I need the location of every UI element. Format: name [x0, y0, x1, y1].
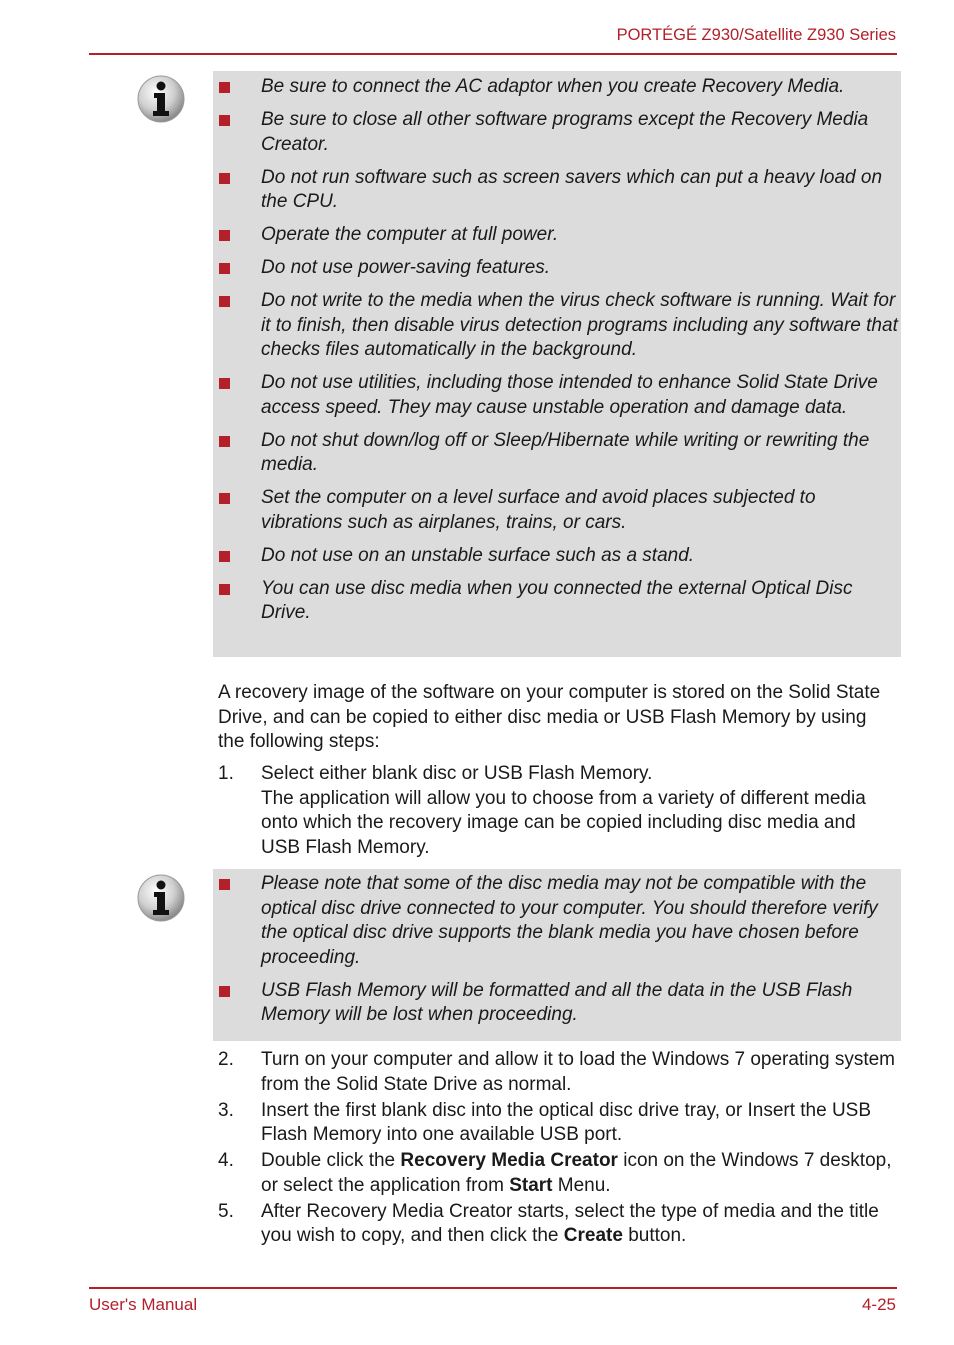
bold-term: Start [509, 1174, 553, 1196]
steps-list-2 [218, 1048, 898, 1250]
bullet [219, 986, 230, 997]
bullet [219, 230, 230, 241]
list-item: Please note that some of the disc media may not be compatible with the optical disc drive connected to your computer. You should therefore verify the optical disc drive supports the blank media you have chosen before proceeding. [213, 872, 901, 970]
list-item: Be sure to close all other software programs except the Recovery Media Creator. [213, 108, 901, 157]
step-1: 1. Select either blank disc or USB Flash Memory. The application will allow you to choose from a variety of different media onto which the recovery image can be copied including disc media and USB Flash Memory. [218, 763, 866, 858]
bold-term: Create [563, 1225, 623, 1246]
bold-term: Recovery Media Creator [400, 1150, 618, 1171]
bullet [219, 263, 230, 274]
list-item: Be sure to connect the AC adaptor when you create Recovery Media. [213, 75, 901, 100]
list-item: Operate the computer at full power. [213, 223, 901, 248]
bullet [219, 82, 230, 93]
footer-manual-title: User's Manual [89, 1295, 198, 1314]
bullet [219, 296, 230, 307]
intro-paragraph: A recovery image of the software on your computer is stored on the Solid State Drive, and can be copied to either disc media or USB Flash Memory by using the following steps: [218, 682, 881, 752]
list-item: Set the computer on a level surface and avoid places subjected to vibrations such as airplanes, trains, or cars. [213, 486, 901, 535]
header-rule [89, 53, 897, 55]
bullet [219, 879, 230, 890]
footer-rule [89, 1287, 897, 1289]
steps-list-1 [218, 762, 898, 862]
list-item: Do not run software such as screen savers which can put a heavy load on the CPU. [213, 166, 901, 215]
info-icon [137, 874, 185, 922]
bullet [219, 115, 230, 126]
note-box-1 [213, 71, 901, 657]
bullet [219, 173, 230, 184]
list-item: Do not use power-saving features. [213, 256, 901, 281]
note-list-2 [213, 872, 901, 1028]
step-3: 3. Insert the first blank disc into the optical disc drive tray, or Insert the USB Flash Memory into one available USB port. [218, 1099, 872, 1145]
bullet [219, 551, 230, 562]
list-item: USB Flash Memory will be formatted and all the data in the USB Flash Memory will be lost when proceeding. [213, 979, 901, 1028]
step-5: 5. After Recovery Media Creator starts, select the type of media and the title you wish to copy, and then click the Create button. [218, 1200, 879, 1246]
note-list-1 [213, 75, 901, 626]
list-item: You can use disc media when you connected the external Optical Disc Drive. [213, 577, 901, 626]
page-number: 4-25 [861, 1295, 896, 1314]
header-title: PORTÉGÉ Z930/Satellite Z930 Series [616, 26, 896, 44]
note-box-2 [213, 869, 901, 1041]
info-icon [137, 75, 185, 123]
list-item: Do not use on an unstable surface such as a stand. [213, 544, 901, 569]
step-2: 2. Turn on your computer and allow it to load the Windows 7 operating system from the Solid State Drive as normal. [218, 1049, 896, 1095]
list-item: Do not use utilities, including those intended to enhance Solid State Drive access speed. They may cause unstable operation and damage data. [213, 371, 901, 420]
bullet [219, 584, 230, 595]
step-4: 4. Double click the Recovery Media Creator icon on the Windows 7 desktop, or select the application from Start Menu. [218, 1150, 892, 1196]
list-item: Do not shut down/log off or Sleep/Hibernate while writing or rewriting the media. [213, 429, 901, 478]
bullet [219, 378, 230, 389]
bullet [219, 493, 230, 504]
list-item: Do not write to the media when the virus check software is running. Wait for it to finish, then disable virus detection programs including any software that checks files automatically in the background. [213, 289, 901, 363]
bullet [219, 436, 230, 447]
